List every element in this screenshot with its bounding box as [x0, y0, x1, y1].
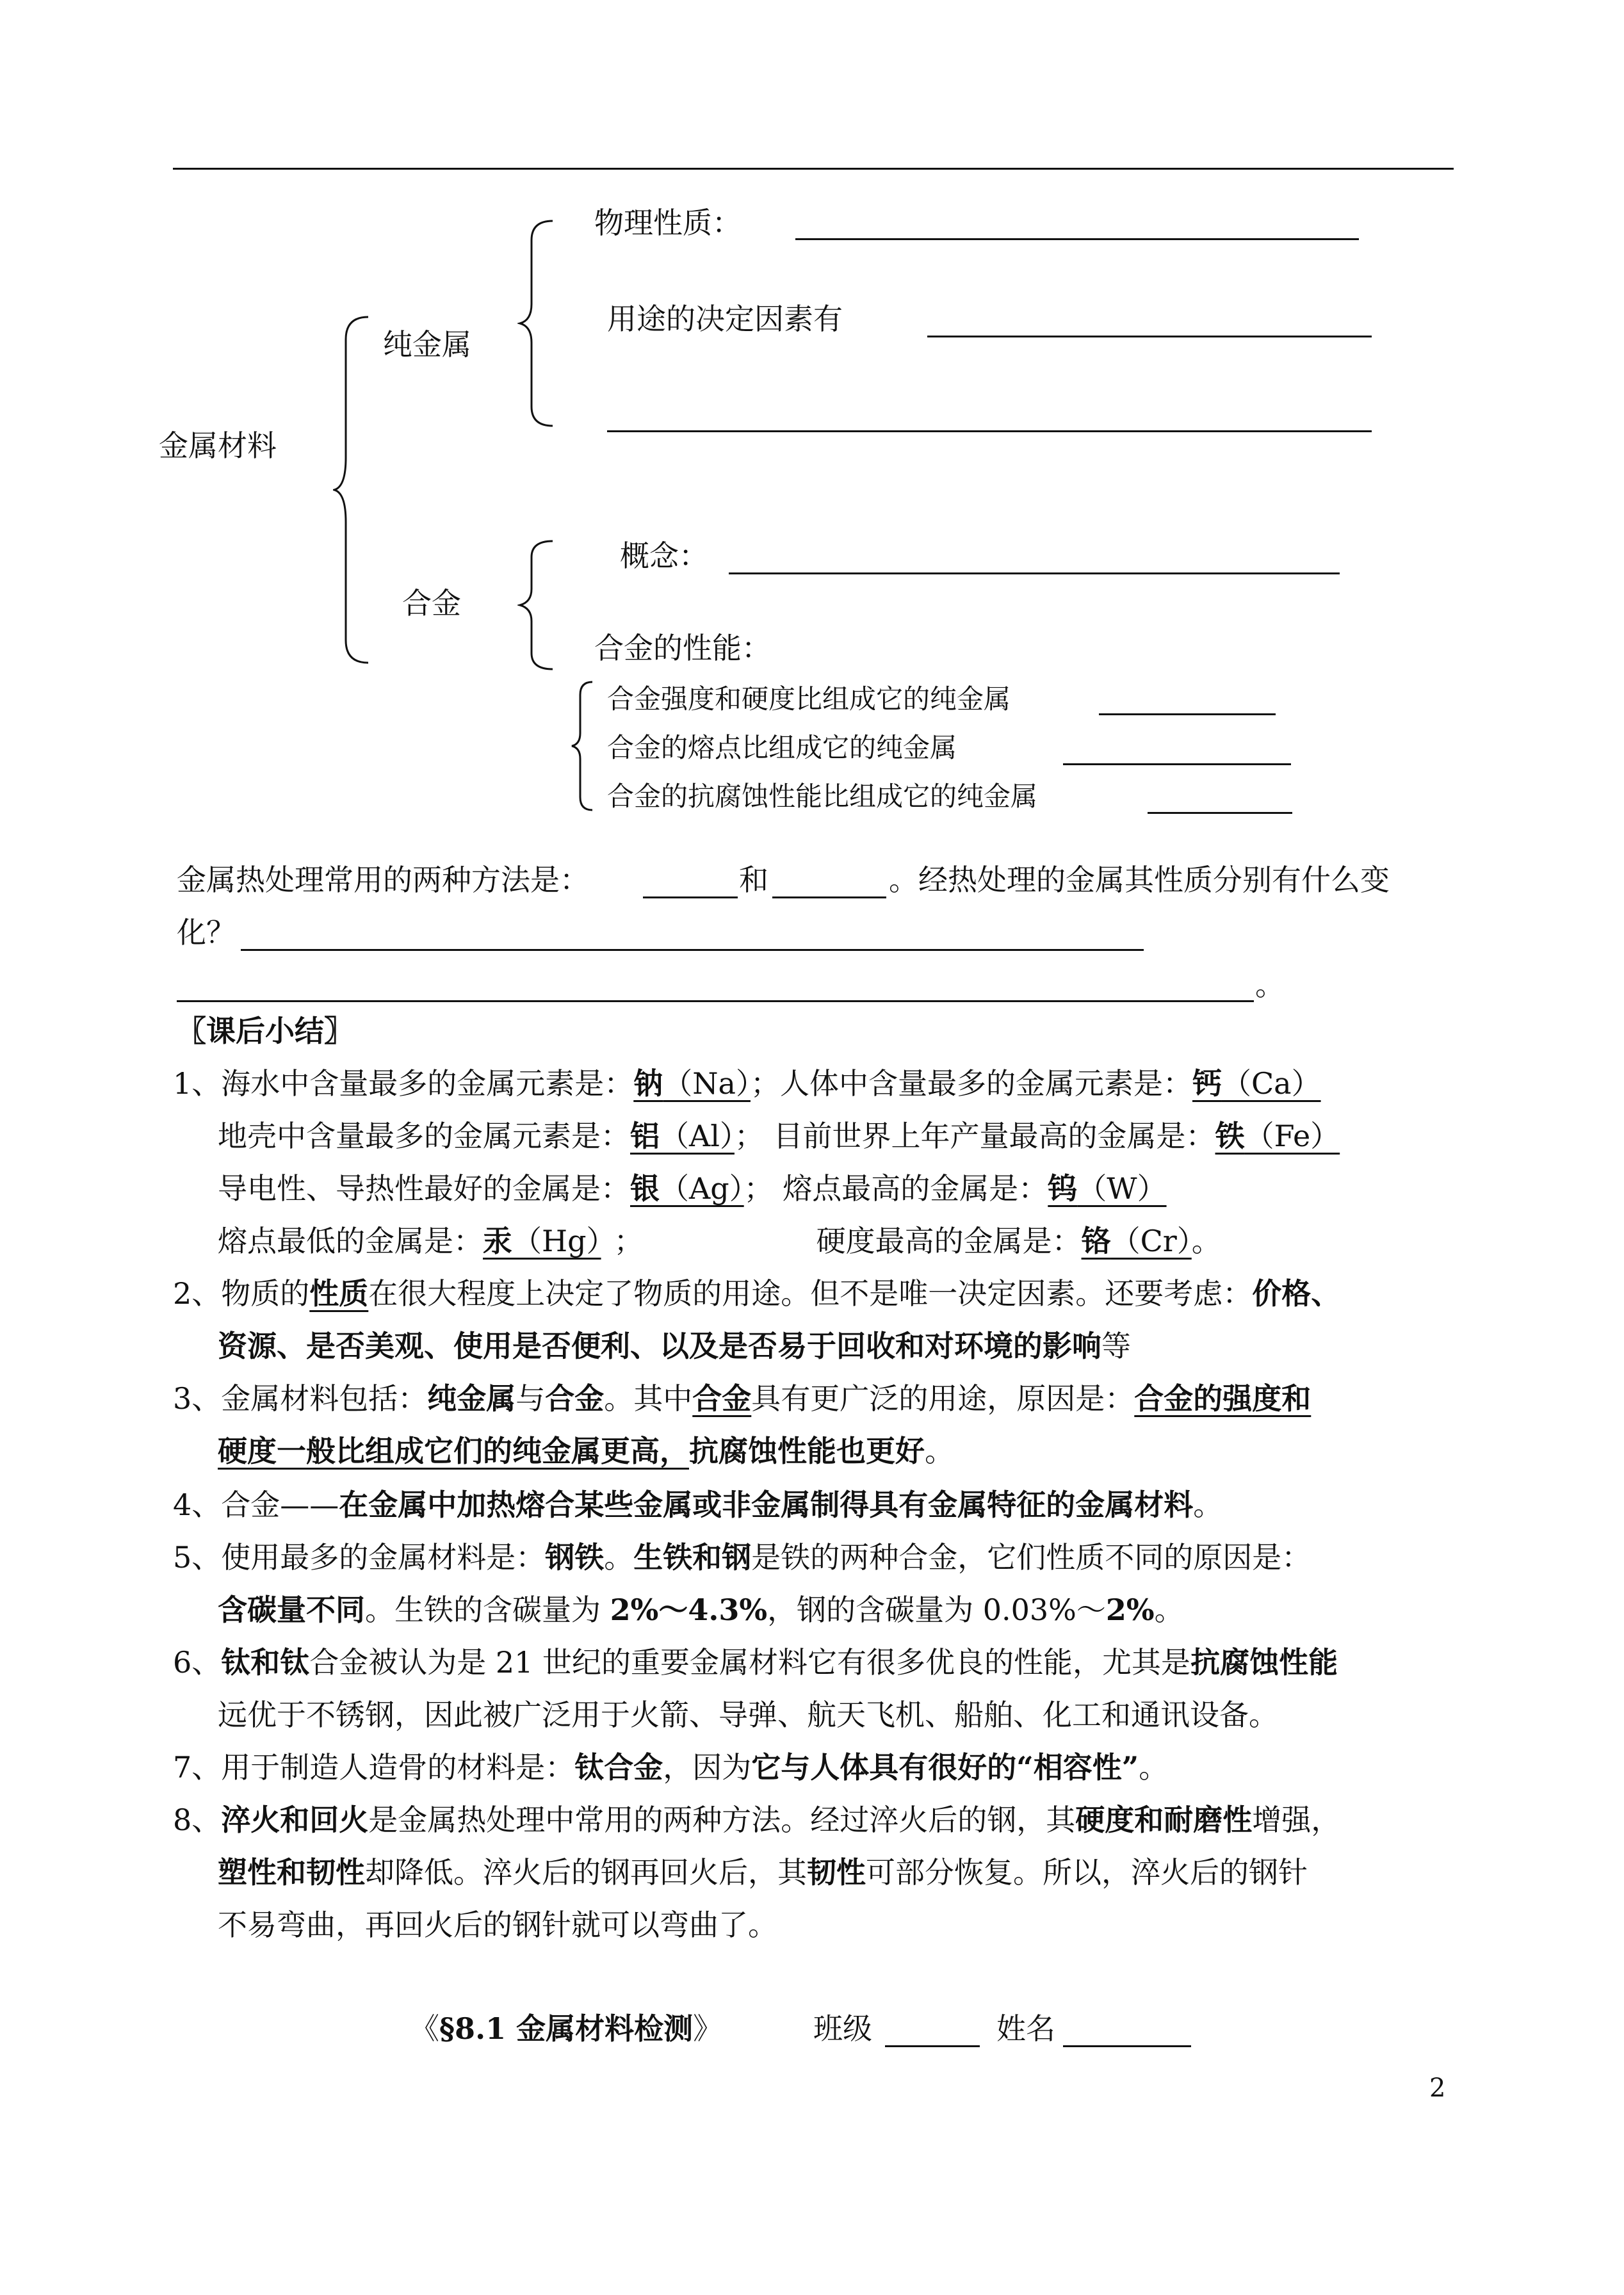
summary-item-1-line-1: 1、海水中含量最多的金属元素是：钠（Na）；人体中含量最多的金属元素是：钙（Ca）: [173, 1066, 1321, 1101]
physical-property-label: 物理性质：: [594, 206, 742, 240]
name-blank[interactable]: [1063, 2045, 1191, 2047]
alloy-corrosion-item: 合金的抗腐蚀性能比组成它的纯金属: [607, 781, 1038, 812]
summary-item-6-line-1: 6、钛和钛合金被认为是 21 世纪的重要金属材料它有很多优良的性能，尤其是抗腐蚀性能: [173, 1645, 1338, 1680]
summary-item-8-line-1: 8、淬火和回火是金属热处理中常用的两种方法。经过淬火后的钢，其硬度和耐磨性增强，: [173, 1803, 1341, 1837]
summary-item-5-line-1: 5、使用最多的金属材料是：钢铁。生铁和钢是铁的两种合金，它们性质不同的原因是：: [173, 1540, 1311, 1575]
alloy-brace: [517, 538, 556, 672]
summary-item-8-line-2: 塑性和韧性却降低。淬火后的钢再回火后，其韧性可部分恢复。所以，淬火后的钢针: [218, 1855, 1308, 1890]
physical-property-blank[interactable]: [795, 238, 1359, 240]
summary-item-1-line-3: 导电性、导热性最好的金属是：银（Ag）； 熔点最高的金属是：钨（W）: [218, 1171, 1167, 1206]
heat-method-blank-1[interactable]: [643, 896, 738, 898]
summary-item-8-line-3: 不易弯曲，再回火后的钢针就可以弯曲了。: [218, 1908, 777, 1942]
heat-method-blank-2[interactable]: [772, 896, 886, 898]
alloy-melting-blank[interactable]: [1063, 763, 1291, 765]
summary-item-3-line-2: 硬度一般比组成它们的纯金属更高，抗腐蚀性能也更好。: [218, 1434, 954, 1468]
name-label: 姓名: [996, 2011, 1055, 2046]
class-label: 班级: [813, 2011, 872, 2046]
alloy-label: 合金: [402, 586, 461, 620]
summary-item-5-line-2: 含碳量不同。生铁的含碳量为 2%～4.3%，钢的含碳量为 0.03%～2%。: [218, 1593, 1184, 1627]
usage-factor-blank[interactable]: [927, 336, 1372, 337]
alloy-strength-item: 合金强度和硬度比组成它的纯金属: [607, 683, 1011, 715]
heat-question-end: 。: [1255, 968, 1285, 1002]
class-blank[interactable]: [885, 2045, 980, 2047]
heat-question-text-d: 化？: [177, 915, 236, 950]
alloy-concept-blank[interactable]: [729, 572, 1340, 574]
summary-title: 〖课后小结〗: [177, 1014, 353, 1048]
alloy-performance-brace: [570, 679, 596, 813]
test-title: 《§8.1 金属材料检测》: [410, 2011, 723, 2046]
heat-question-and: 和: [739, 863, 768, 897]
alloy-corrosion-blank[interactable]: [1148, 812, 1292, 814]
top-rule: [173, 168, 1454, 170]
heat-question-text-c: 。经热处理的金属其性质分别有什么变: [889, 863, 1390, 897]
summary-item-1-line-2: 地壳中含量最多的金属元素是：铝（Al）； 目前世界上年产量最高的金属是：铁（Fe）: [218, 1119, 1340, 1153]
alloy-concept-label: 概念：: [620, 539, 708, 573]
summary-item-6-line-2: 远优于不锈钢，因此被广泛用于火箭、导弹、航天飞机、船舶、化工和通讯设备。: [218, 1698, 1278, 1732]
heat-question-text-a: 金属热处理常用的两种方法是：: [177, 863, 589, 897]
usage-factor-blank-2[interactable]: [607, 430, 1372, 432]
heat-change-blank-2[interactable]: [177, 1000, 1254, 1002]
usage-factor-label: 用途的决定因素有: [607, 302, 843, 336]
pure-metal-label: 纯金属: [383, 327, 471, 362]
summary-item-2-line-1: 2、物质的性质在很大程度上决定了物质的用途。但不是唯一决定因素。还要考虑：价格、: [173, 1276, 1341, 1311]
summary-item-3-line-1: 3、金属材料包括：纯金属与合金。其中合金具有更广泛的用途，原因是：合金的强度和: [173, 1381, 1311, 1416]
alloy-melting-item: 合金的熔点比组成它的纯金属: [607, 732, 957, 763]
alloy-performance-label: 合金的性能：: [594, 631, 771, 665]
root-label: 金属材料: [159, 428, 277, 463]
summary-item-7: 7、用于制造人造骨的材料是：钛合金，因为它与人体具有很好的“相容性”。: [173, 1750, 1169, 1785]
summary-item-4: 4、合金——在金属中加热熔合某些金属或非金属制得具有金属特征的金属材料。: [173, 1488, 1223, 1522]
page-number: 2: [1429, 2073, 1446, 2103]
summary-item-1-line-4: 熔点最低的金属是：汞（Hg） ； 硬度最高的金属是：铬（Cr）。: [218, 1224, 1221, 1258]
root-brace: [333, 314, 371, 666]
summary-item-2-line-2: 资源、是否美观、使用是否便利、以及是否易于回收和对环境的影响等: [218, 1329, 1131, 1363]
pure-brace: [517, 218, 556, 429]
alloy-strength-blank[interactable]: [1099, 713, 1276, 715]
heat-change-blank-1[interactable]: [241, 949, 1144, 951]
